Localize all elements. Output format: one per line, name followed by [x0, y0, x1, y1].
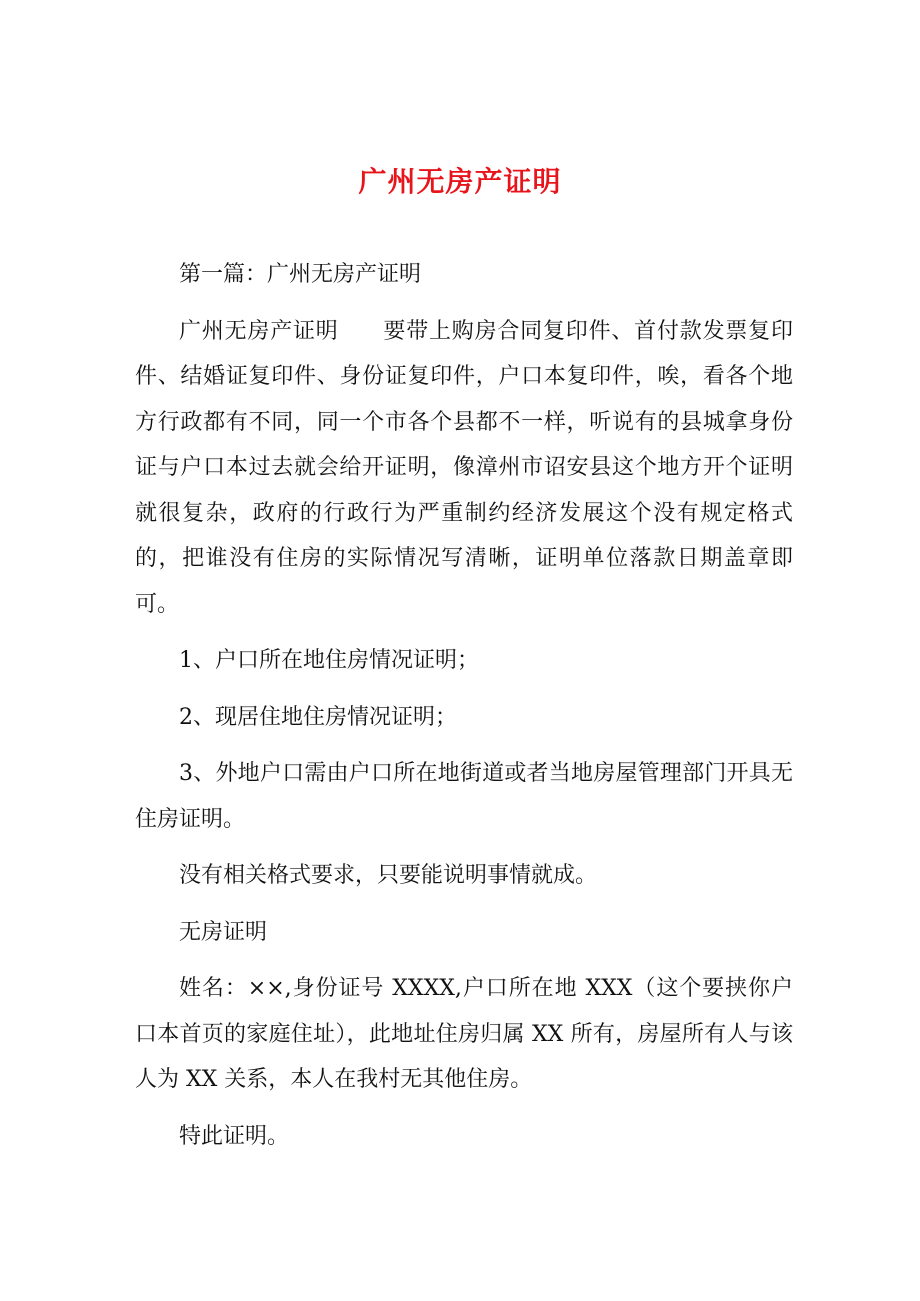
note-paragraph: 没有相关格式要求，只要能说明事情就成。 [179, 863, 598, 888]
closing-text: 特此证明。 [179, 1123, 290, 1149]
list-item-3: 3、外地户口需由户口所在地街道或者当地房屋管理部门开具无住房证明。 [135, 761, 793, 832]
list-item-1: 1、户口所在地住房情况证明； [179, 648, 479, 673]
document-body [135, 252, 793, 1170]
intro-text: 要带上购房合同复印件、首付款发票复印件、结婚证复印件、身份证复印件，户口本复印件，唉，看各个地方行政都有不同，同一个市各个县都不一样，听说有的县城拿身份证与户口本过去就会给开证明，像漳州市诏安县这个地方开个证明就很复杂，政府的行政行为严重制约经济发展这个没有规定格式的，把谁没有住房的实际情况写清晰，证明单位落款日期盖章即可。 [135, 318, 793, 617]
document-title: 广州无房产证明 [358, 165, 562, 198]
template-title: 无房证明 [179, 919, 268, 945]
intro-paragraph [135, 309, 793, 628]
intro-label: 广州无房产证明 [179, 318, 339, 344]
template-body: 姓名：××,身份证号 XXXX,户口所在地 XXX（这个要挟你户口本首页的家庭住址），此地址住房归属 XX 所有，房屋所有人与该人为 XX 关系，本人在我村无其他住房。 [135, 976, 793, 1092]
section-heading: 第一篇：广州无房产证明 [179, 262, 422, 287]
list-item-2: 2、现居住地住房情况证明； [179, 704, 457, 730]
